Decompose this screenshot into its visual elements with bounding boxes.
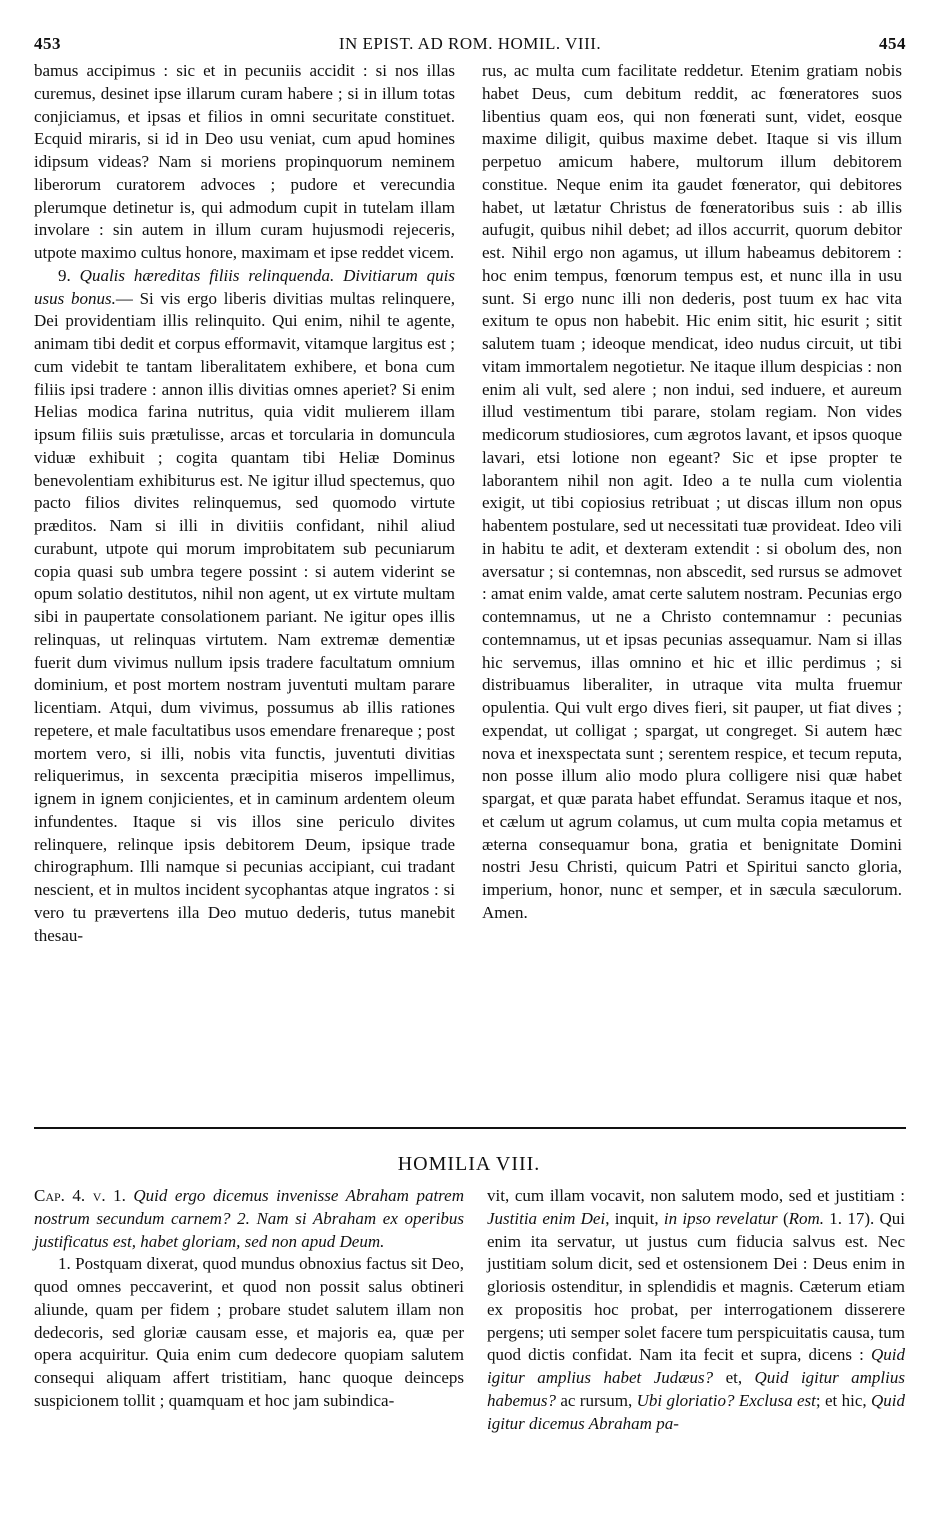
chapter-verse: [34, 1185, 464, 1253]
left-column: [34, 60, 455, 947]
paragraph-text: — Si vis ergo liberis divitias multas relinquere, Dei providentiam illis relinquito. Qui enim, nihil te agente, animam tibi dedit et corpus efformavit, vitamque largitus est ; cum videbit te tantam liberalitatem exhibere, et bona cum filiis ipsi tradere : annon illis divitias omnes aperiet? Si enim Helias modica farina nutritus, quia vidit mulierem illam ipsum filiis suis prætulisse, arcas et torcularia in domuncula viduæ exhibuit ; cogita quantam tibi Heliæ Dominus benevolentiam exhibiturus est. Ne igitur illud spectemus, quo pacto filios divites relinquemus, sed quomodo virtute præditos. Nam si illi in divitiis confidant, nihil aliud curabunt, utpote qui morum improbitatem sub pecuniarum copia quasi sub umbra tegere possint : si autem viderint se opum solatio destitutos, nihil non agent, ut ex virtute multam sibi in paupertate consolationem pariant. Ne igitur opes illis relinquas, ut relinquas virtutem. Nam extremæ dementiæ fuerit dum vivimus nullum ipsis tradere facultatum omnium dominium, et post mortem nostram juventuti multam parare licentiam. Atqui, dum vivimus, possumus ab illis rationes repetere, et male facultatibus usos emendare frenareque ; post mortem vero, si illi, nobis vita functis, juventuti divitias reliquerimus, in sexcenta præcipitia miseros impellimus, ignem in ignem conjicientes, et in caminum ardentem oleum infundentes. Itaque si vis illos sine periculo divites relinquere, relinque ipsis debitorem Deum, ipsique trade chirographum. Illi namque si pecunias accipiant, cui tradant nescient, et in multos incident sycophantas atque ingratos : si vero tu prævertens illa Deo mutuo dederis, tutus manebit thesau-: [34, 288, 455, 945]
paragraph-heading: Qualis hæreditas filiis relinquenda. Divitiarum quis usus bonus.: [34, 265, 455, 308]
quote: Quid igitur amplius habemus?: [487, 1368, 905, 1410]
quote: Justitia enim Dei: [487, 1208, 606, 1228]
right-column: [482, 60, 902, 925]
paragraph-1-continued: vit, cum illam vocavit, non salutem modo, sed et justitiam : Justitia enim Dei, inquit, in ipso revelatur (Rom. 1. 17). Qui enim ita servatur, ut justus cum fiducia salvus est. Nec justitiam solum dicit, sed et ostensionem Dei : Deus enim in gloriosis ostenditur, in splendidis et magnis. Cæterum etiam ex propositis hoc probat, per interrogationem disserere pergens; uti semper solet facere tum perspicuitatis causa, tum quod dictis confidat. Nam ita fecit et supra, dicens : Quid igitur amplius habet Judæus? et, Quid igitur amplius habemus? ac rursum, Ubi gloriatio? Exclusa est; et hic, Quid igitur dicemus Abraham pa-: [487, 1186, 906, 1433]
homily-right-column: [487, 1185, 905, 1435]
chapter-label: Cap. 4. v. 1.: [34, 1186, 126, 1205]
quote: Ubi gloriatio? Exclusa est: [636, 1390, 816, 1410]
section-divider: [34, 1127, 906, 1129]
page-number-left: 453: [34, 34, 61, 53]
quote: Quid igitur dicemus Abraham pa-: [487, 1390, 906, 1433]
running-header: [34, 34, 906, 58]
paragraph-continuation: bamus accipimus : sic et in pecuniis accidit : si nos illas curemus, desinet ipse illarum curam habere ; si in illum totas conjiciamus, et ipsas et filios in omni securitate constituet. Ecquid miraris, si id in Deo usu veniat, cum apud homines idipsum videas? Nam si moriens propinquorum neminem liberorum curatorem advoces ; pudore et verecundia plerumque detinetur is, qui admodum cupit in tutelam illam involare : sin autem in illum curam hujusmodi rejeceris, utpote maximo cultus honore, maximam et ipse reddet vicem.: [34, 61, 455, 262]
running-title: IN EPIST. AD ROM. HOMIL. VIII.: [338, 34, 602, 53]
homily-title: HOMILIA VIII.: [397, 1153, 541, 1175]
citation: Rom.: [788, 1208, 825, 1228]
paragraph-9: [34, 265, 455, 948]
paragraph-1: 1. Postquam dixerat, quod mundus obnoxius factus sit Deo, quod omnes peccaverint, et quod non possit salus obtineri aliunde, quam per fidem ; probare studet salutem illam non dedecoris, sed gloriæ causam esse, et majoris ea, quæ per opera acquiritur. Quia enim cum dedecore quopiam salutem consequi aliquam affert tristitiam, hanc quoque deinceps suspicionem tollit ; quamquam et hoc jam subindica-: [34, 1254, 464, 1410]
quote: in ipso revelatur: [663, 1208, 778, 1228]
homily-left-column: [34, 1185, 464, 1413]
quote: Quid igitur amplius habet Judæus?: [487, 1345, 905, 1387]
paragraph-number: 9.: [58, 265, 71, 285]
paragraph-continuation: rus, ac multa cum facilitate reddetur. Etenim gratiam nobis habet Deus, cum debitum reddit, ac fœneratores suos libentius quam eos, qui non fœnerati sunt, videt, eosque maxime diligit, quibus maxime debet. Itaque si vis illum perpetuo amicum habere, multorum illum debitorem constitue. Neque enim ita gaudet fœnerator, qui debitores habet, ut lætatur Christus de fœneratoribus suis : ab illis aufugit, quibus nihil debet; ad illos accurrit, quorum debitor est. Nihil ergo non agamus, ut illum habeamus debitorem : hoc enim tempus, fœnorum tempus est, et nunc illa in usu sunt. Si ergo nunc illi non dederis, post tuum ex hac vita exitum te opus non habebit. Hic enim sitit, hic esurit ; sitit salutem tuam ; ideoque mendicat, ideo nudus circuit, ut tibi vitam immortalem negotietur. Ne itaque illum despicias : non enim ali vult, sed alere ; non indui, sed induere, et aureum illud vestimentum tibi parare, stolam regiam. Non vides medicorum studiosiores, cum ægrotos lavant, et ipsos quoque lavari, etsi lotione non egeant? Sic et ipse propter te laborantem nihil non agit. Ideo a te nulla cum violentia exigit, ut tibi copiosius retribuat ; ut discas illum non opus habentem postulare, sed ut necessitati tuæ provideat. Ideo vili in habitu te adit, et dexteram extendit : si obolum des, non aversatur ; si contemnas, non abscedit, sed rursus se admovet : amat enim valde, amat certe salutem nostram. Pecunias ergo contemnamus, ut ne a Christo contemnamur : pecunias contemnamus, ut et ipsas pecunias assequamur. Nam si illas hic servemus, illas omnino et hic et illic perdimus ; si distribuamus liberaliter, in utraque vita multa fruemur opulentia. Qui vult ergo dives fieri, sit pauper, ut fiat dives ; expendat, ut colligat ; spargat, ut congreget. Si autem hæc nova et inexspectata sunt ; serentem respice, et tecum reputa, non posse illum alio modo plura colligere nisi quæ habet spargat, et quæ parata habet effundat. Seramus itaque et nos, et cælum ut agrum colamus, ut cum multa copia metamus et æterna consequamur bona, gratia et benignitate Domini nostri Jesu Christi, quicum Patri et Spiritui sancto gloria, imperium, honor, nunc et semper, et in sæcula sæculorum. Amen.: [482, 61, 902, 922]
page-number-right: 454: [879, 34, 906, 53]
scripture-quote: Quid ergo dicemus invenisse Abraham patrem nostrum secundum carnem? 2. Nam si Abraham ex operibus justificatus est, habet gloriam, sed non apud Deum.: [34, 1186, 464, 1251]
